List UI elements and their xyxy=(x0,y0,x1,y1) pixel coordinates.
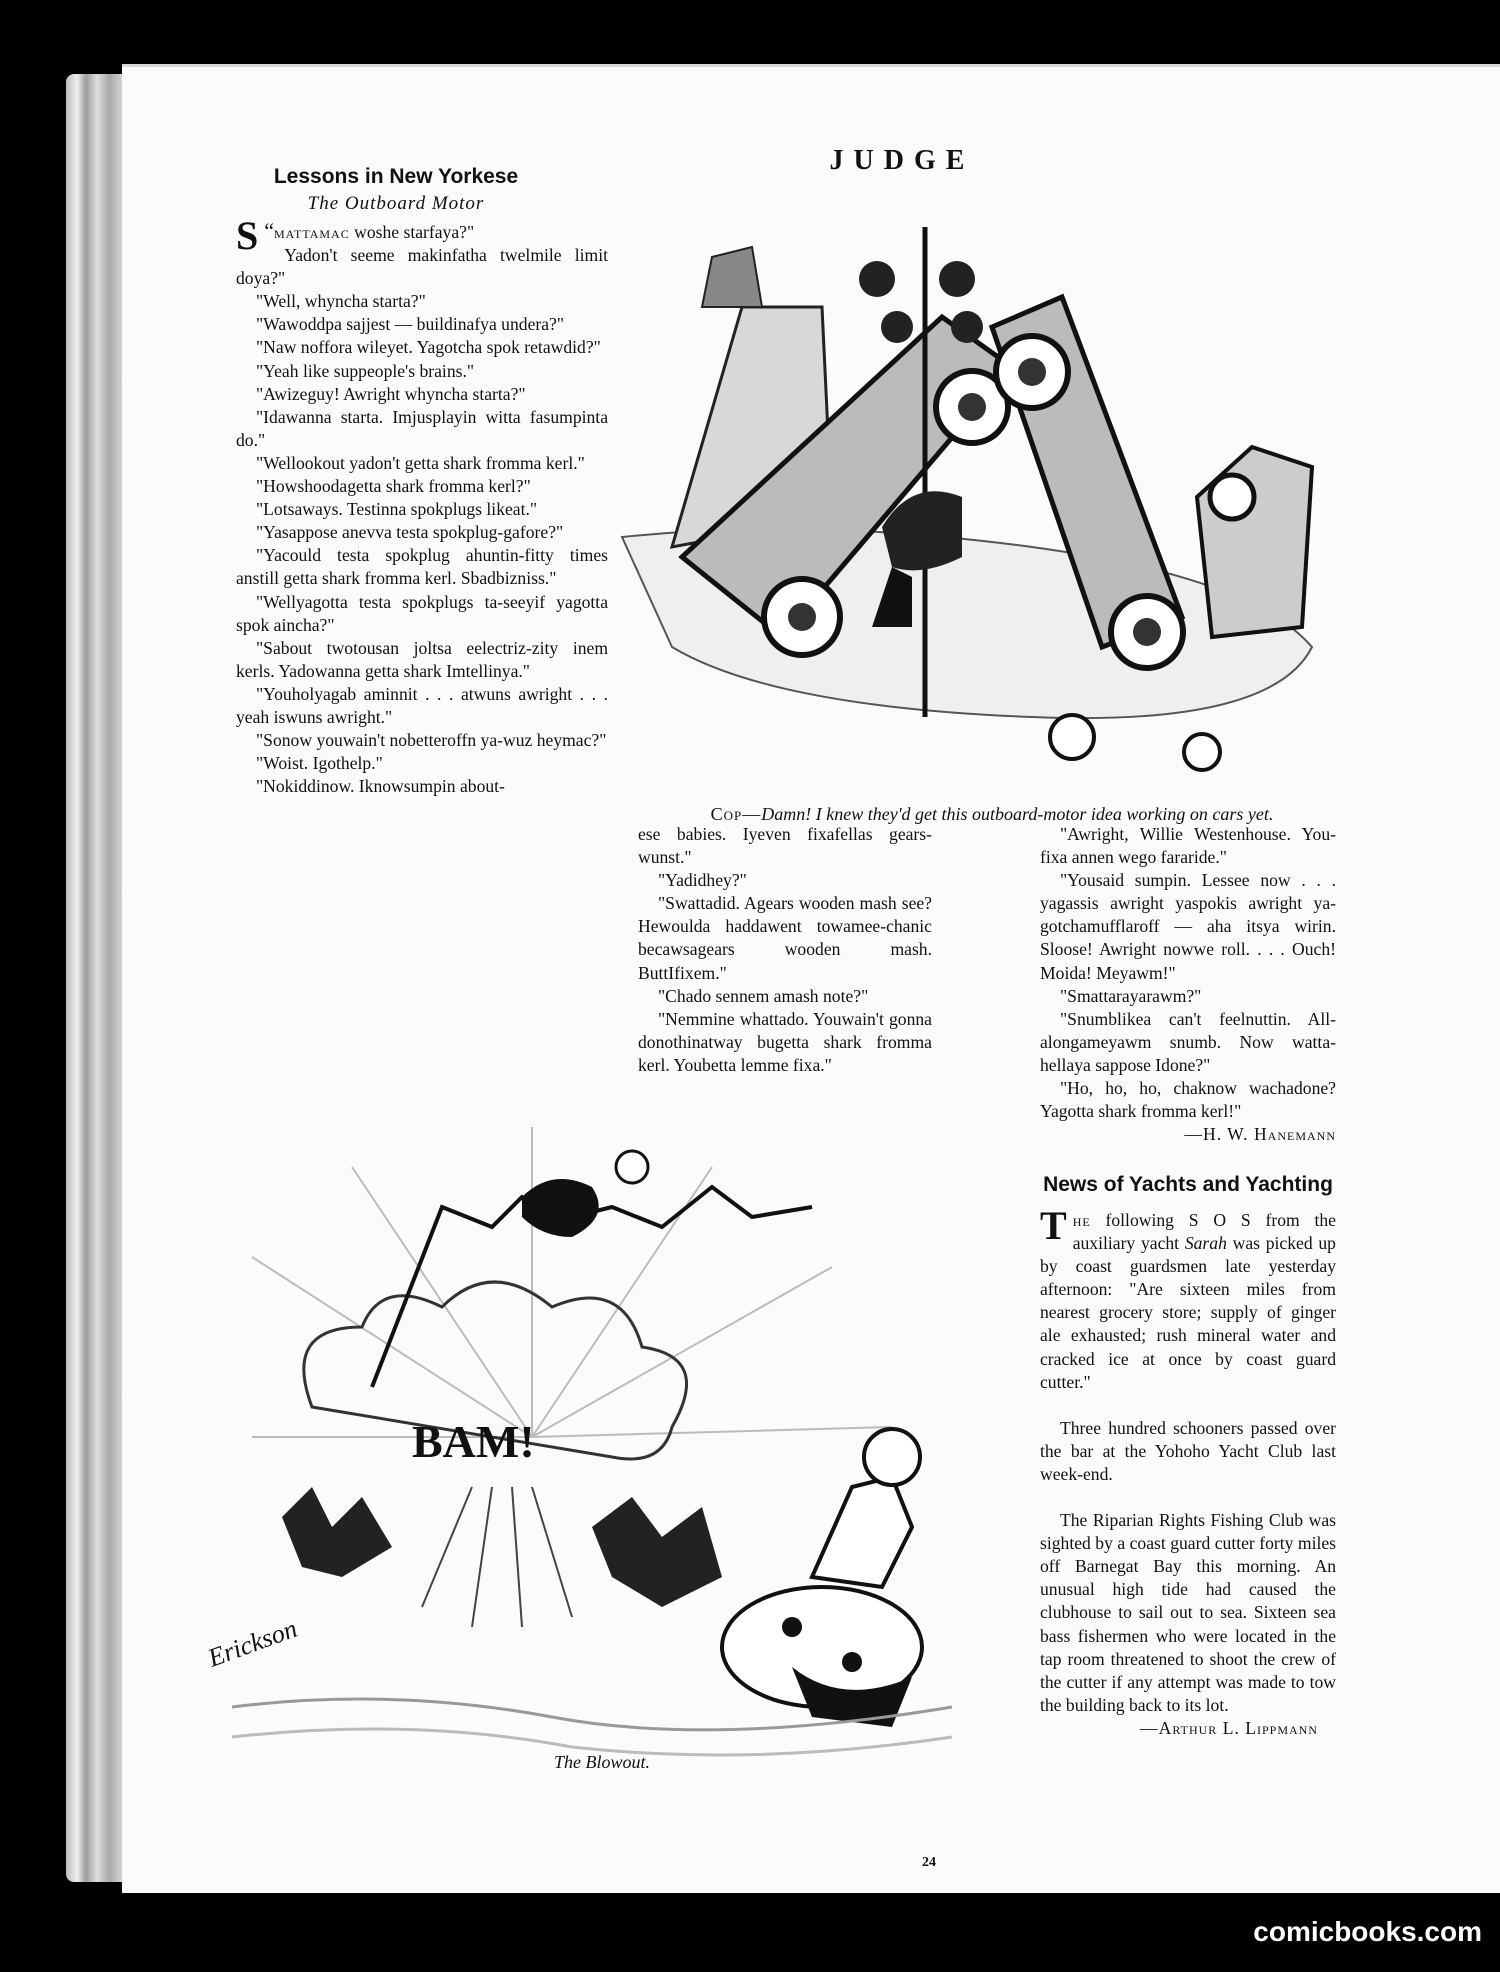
dialogue-line: "Yasappose anevva testa spokplug-gafore?" xyxy=(256,522,564,543)
article1-opening-line: “ S mattamac woshe starfaya?" xyxy=(236,213,475,258)
dialogue-line: "Idawanna starta. Imjusplayin witta fasumpinta do." xyxy=(236,406,608,450)
dialogue-line: "Chado sennem amash note?" xyxy=(658,985,869,1006)
para1-text: following S O S from the auxiliary yacht xyxy=(1072,1210,1336,1254)
article2-paragraph-3: The Riparian Rights Fishing Club was sighted by a coast guard cutter forty miles off Barnegat Bay this morning. An unusual high tide had caused the clubhouse to sail out to sea. Sixteen sea bass fishermen who were located in the tap room threatened to shoot the crew of the cutter if any attempt was made to tow the building back to its lot. xyxy=(1040,1510,1336,1715)
dialogue-line: "Ho, ho, ho, chaknow wachadone? Yagotta shark fromma kerl!" xyxy=(1040,1078,1336,1122)
dialogue-line: "Sabout twotousan joltsa eelectriz-zity inem kerls. Yadowanna getta shark Imtellinya." xyxy=(236,637,608,681)
dialogue-line: "Naw noffora wileyet. Yagotcha spok retawdid?" xyxy=(256,337,601,358)
author-signature-lippmann xyxy=(1040,1717,1336,1740)
book-spine xyxy=(66,74,128,1882)
caption-speaker: Cop— xyxy=(710,804,762,824)
dialogue-line: "Howshoodagetta shark fromma kerl?" xyxy=(256,476,531,497)
caption-text: Damn! I knew they'd get this outboard-motor idea working on cars yet. xyxy=(761,804,1274,824)
dialogue-line: "Awizeguy! Awright whyncha starta?" xyxy=(256,383,526,404)
cartoon-outboard-cars xyxy=(612,197,1352,807)
dialogue-line: "Yeah like suppeople's brains." xyxy=(256,360,475,381)
car-far-right xyxy=(1197,447,1312,637)
cartoon-blowout xyxy=(192,1107,992,1807)
dialogue-line: "Smattarayarawm?" xyxy=(1060,985,1202,1006)
dialogue-line: "Yousaid sumpin. Lessee now . . . yagassis awright yaspokis awright ya-gotchamufflaroff — aha itsya wirin. Sloose! Awright nowwe roll. . . . Ouch! Moida! Meyawm!" xyxy=(1040,870,1336,983)
cartoon1-caption xyxy=(662,803,1322,826)
site-watermark: comicbooks.com xyxy=(1253,1916,1482,1947)
dialogue-line: "Yadidhey?" xyxy=(658,870,747,891)
article1-column-1 xyxy=(236,213,608,798)
debris-left xyxy=(282,1487,392,1577)
article1-column-2 xyxy=(638,823,932,1077)
para1-smallcaps: he xyxy=(1072,1210,1091,1230)
dialogue-line: "Swattadid. Agears wooden mash see? Hewoulda haddawent towamee-chanic becawsagears wooden mash. ButtIfixem." xyxy=(638,893,932,983)
opening-rest: woshe starfaya?" xyxy=(349,222,475,242)
author-signature-hanemann xyxy=(1040,1123,1336,1146)
article2-body xyxy=(1040,1203,1336,1740)
dialogue-line: "Snumblikea can't feelnuttin. All-alongameyawm snumb. Now watta-hellaya sappose Idone?" xyxy=(1040,1008,1336,1075)
swimmer-on-tube xyxy=(812,1477,912,1587)
signature-text: —Arthur L. Lippmann xyxy=(1140,1717,1318,1738)
dialogue-line: "Sonow youwain't nobetteroffn ya-wuz heymac?" xyxy=(256,730,607,751)
cartoon2-caption: The Blowout. xyxy=(553,1752,650,1772)
article2-paragraph-1 xyxy=(1040,1203,1336,1394)
opening-smallcaps: mattamac xyxy=(274,222,350,242)
article1-column-3 xyxy=(1040,823,1336,1146)
debris-right xyxy=(592,1497,722,1607)
sound-effect-bam: BAM! xyxy=(412,1416,535,1467)
dialogue-line: "Awright, Willie Westenhouse. You-fixa annen wego fararide." xyxy=(1040,824,1336,868)
dialogue-line: "Wawoddpa sajjest — buildinafya undera?" xyxy=(256,314,565,335)
dialogue-line: Yadon't seeme makinfatha twelmile limit doya?" xyxy=(236,245,608,289)
page-number: 24 xyxy=(922,1855,936,1870)
dialogue-line: ese babies. Iyeven fixafellas gears-wunst." xyxy=(638,824,932,868)
dialogue-line: "Nokiddinow. Iknowsumpin about- xyxy=(256,776,505,797)
article-subtitle: The Outboard Motor xyxy=(307,193,485,214)
article-title-yachts: News of Yachts and Yachting xyxy=(1043,1173,1333,1196)
dialogue-line: "Woist. Igothelp." xyxy=(256,753,383,774)
dialogue-line: "Youholyagab aminnit . . . atwuns awright . . . yeah iswuns awright." xyxy=(236,683,608,727)
dialogue-line: "Wellookout yadon't getta shark fromma kerl." xyxy=(256,452,585,473)
dialogue-line: "Yacould testa spokplug ahuntin-fitty times anstill getta shark fromma kerl. Sbadbizniss." xyxy=(236,545,608,589)
dialogue-line: "Nemmine whattado. Youwain't gonna donothinatway bugetta shark fromma kerl. Youbetta lemme fixa." xyxy=(638,1008,932,1075)
signature-text: —H. W. Hanemann xyxy=(1184,1124,1336,1145)
dialogue-line: "Well, whyncha starta?" xyxy=(256,291,426,312)
article2-paragraph-2: Three hundred schooners passed over the bar at the Yohoho Yacht Club last week-end. xyxy=(1040,1417,1336,1484)
yacht-name: Sarah xyxy=(1184,1233,1227,1254)
para1-end: was picked up by coast guardsmen late yesterday afternoon: "Are sixteen miles from nearest grocery store; supply of ginger ale exhausted; rush mineral water and cracked ice at once by coast guard cutter." xyxy=(1040,1233,1336,1392)
dialogue-line: "Lotsaways. Testinna spokplugs likeat." xyxy=(256,499,538,520)
dialogue-line: "Wellyagotta testa spokplugs ta-seeyif yagotta spok aincha?" xyxy=(236,591,608,635)
artist-signature: Erickson xyxy=(204,1613,301,1673)
drop-cap-s: S xyxy=(236,213,259,258)
article-title-lessons: Lessons in New Yorkese xyxy=(273,165,519,188)
masthead: JUDGE xyxy=(829,145,975,176)
drop-cap-t: T xyxy=(1040,1203,1067,1248)
magazine-page xyxy=(122,64,1500,1893)
